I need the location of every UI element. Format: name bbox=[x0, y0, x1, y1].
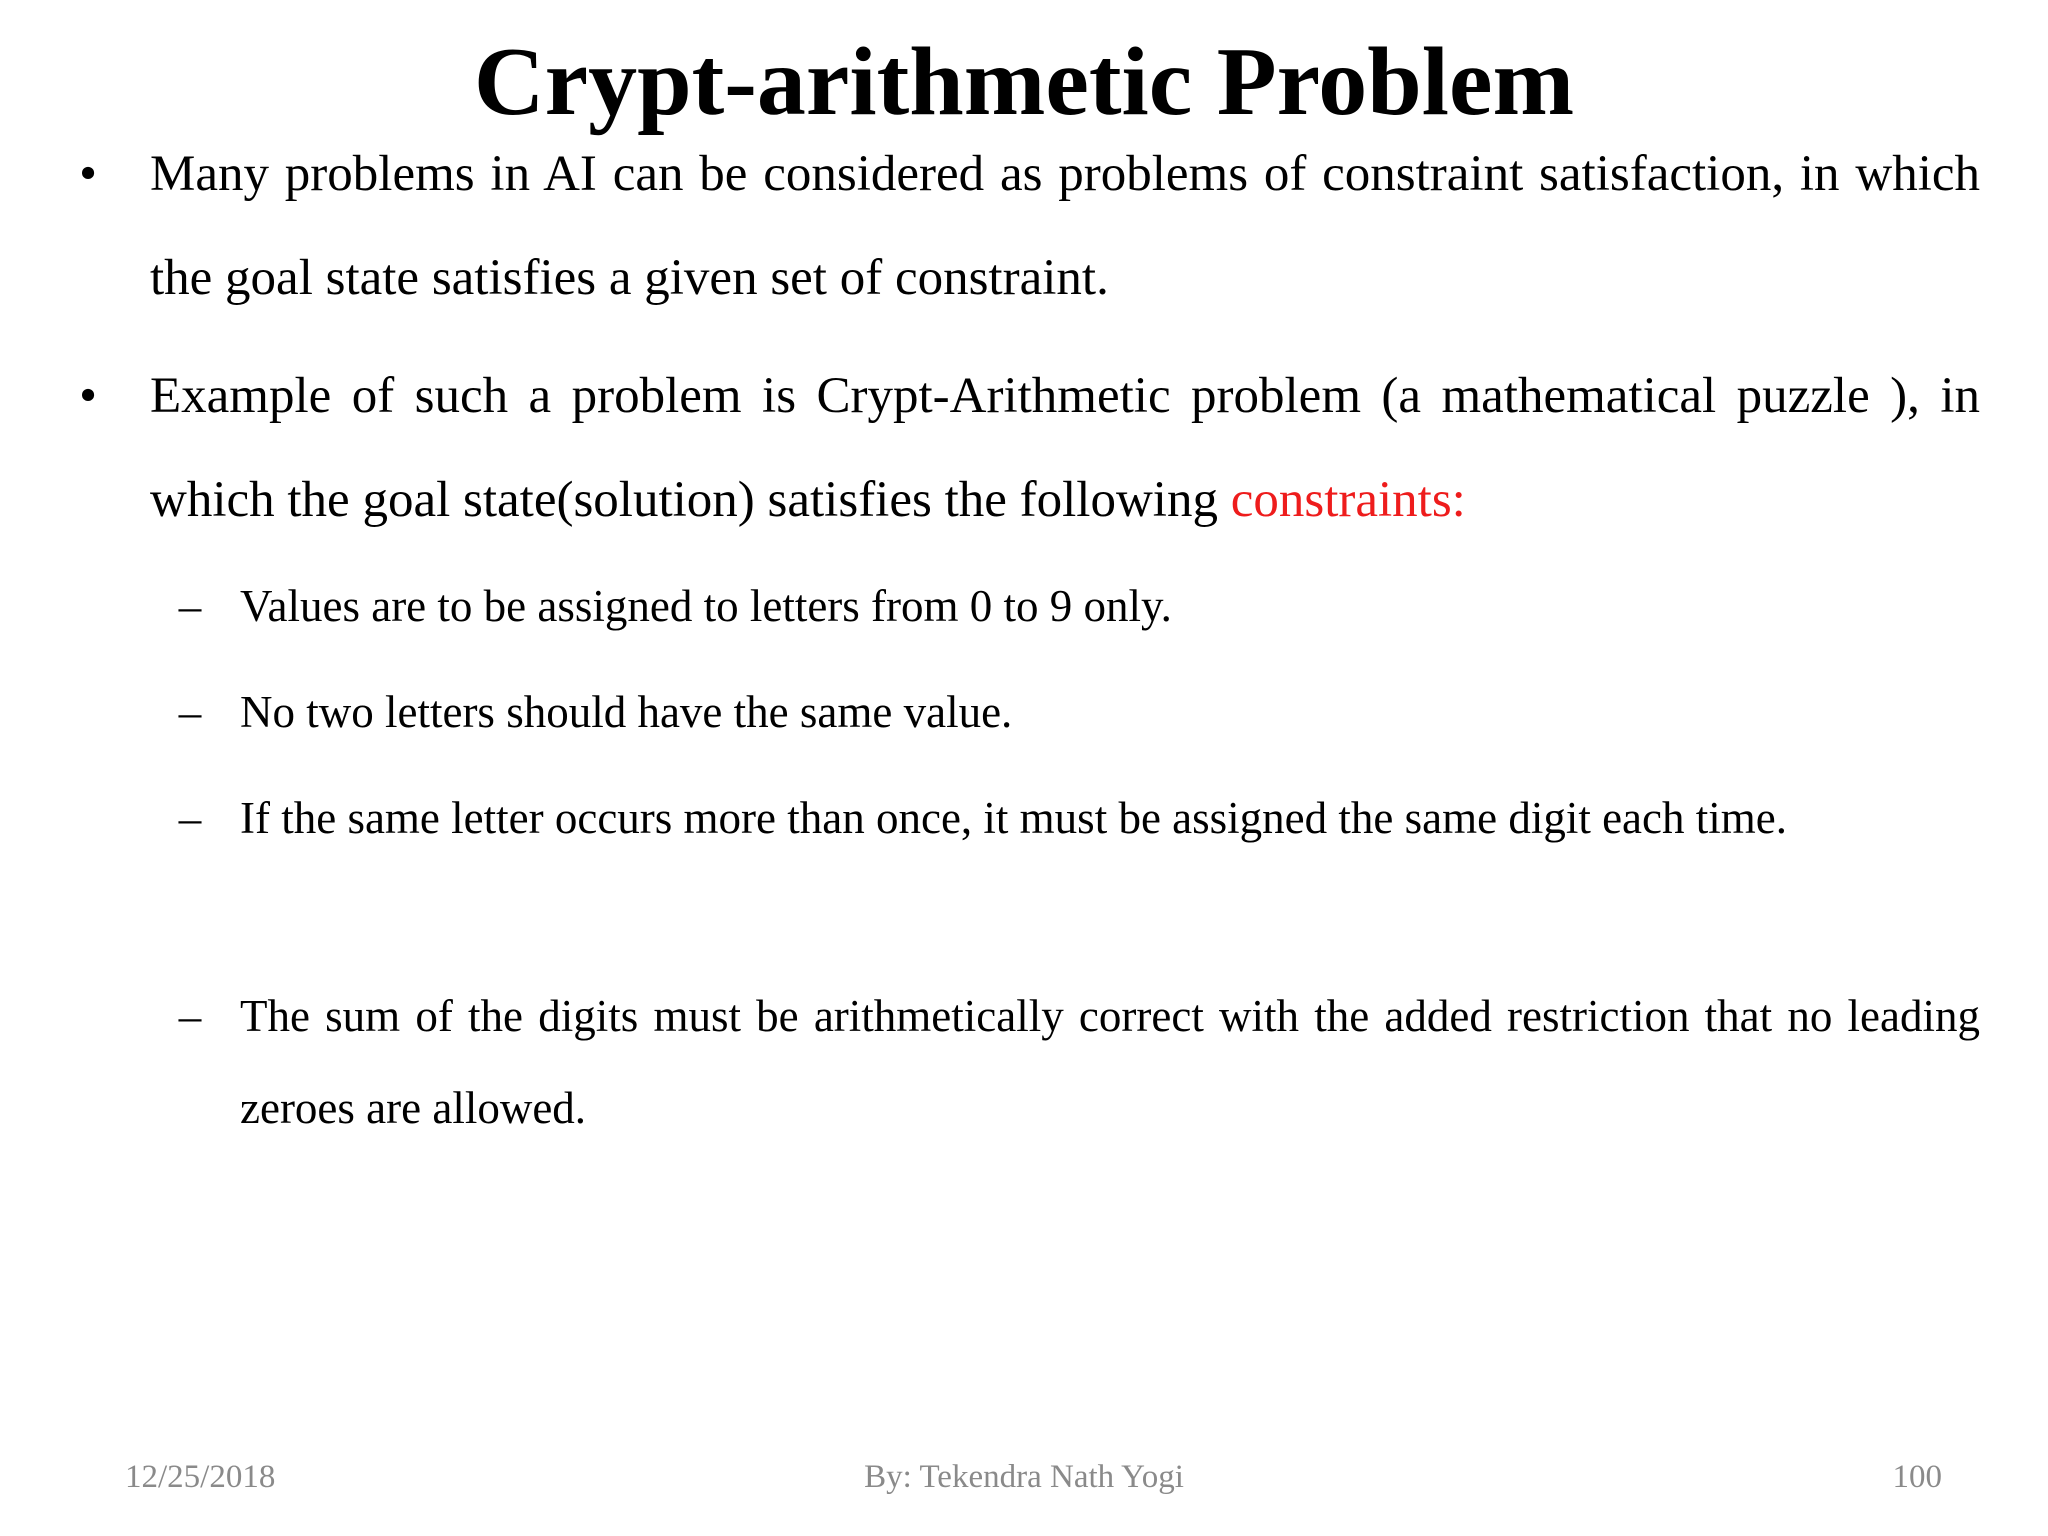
dash-marker: – bbox=[178, 687, 202, 737]
bullet-constraint-satisfaction: Many problems in AI can be considered as problems of constraint satisfaction, in which the goal state satisfies a given set of constraint. bbox=[150, 146, 1980, 306]
constraints-highlight: constraints: bbox=[1230, 472, 1466, 528]
constraint-item-same-letter-same-digit: If the same letter occurs more than once, it must be assigned the same digit each time. bbox=[240, 793, 1787, 843]
dash-marker: – bbox=[178, 581, 202, 631]
constraint-item-unique-values: No two letters should have the same value. bbox=[240, 687, 1013, 737]
footer-author: By: Tekendra Nath Yogi bbox=[864, 1459, 1184, 1495]
footer-date: 12/25/2018 bbox=[125, 1459, 276, 1495]
bullet-text: Example of such a problem is Crypt-Arithmetic problem (a mathematical puzzle ), in which the goal state(solution) satisfies the following bbox=[150, 368, 1980, 528]
footer-page-number: 100 bbox=[1892, 1459, 1942, 1495]
slide-title: Crypt-arithmetic Problem bbox=[473, 28, 1575, 136]
dash-marker: – bbox=[178, 793, 202, 843]
dash-marker: – bbox=[178, 991, 202, 1041]
bullet-crypt-arithmetic-example bbox=[150, 344, 1980, 552]
bullet-marker: • bbox=[79, 146, 97, 202]
constraint-item-arithmetic-correct: The sum of the digits must be arithmetically correct with the added restriction that no leading zeroes are allowed. bbox=[240, 991, 1980, 1133]
bullet-marker: • bbox=[79, 368, 97, 424]
constraint-item-values-range: Values are to be assigned to letters from 0 to 9 only. bbox=[240, 581, 1172, 631]
